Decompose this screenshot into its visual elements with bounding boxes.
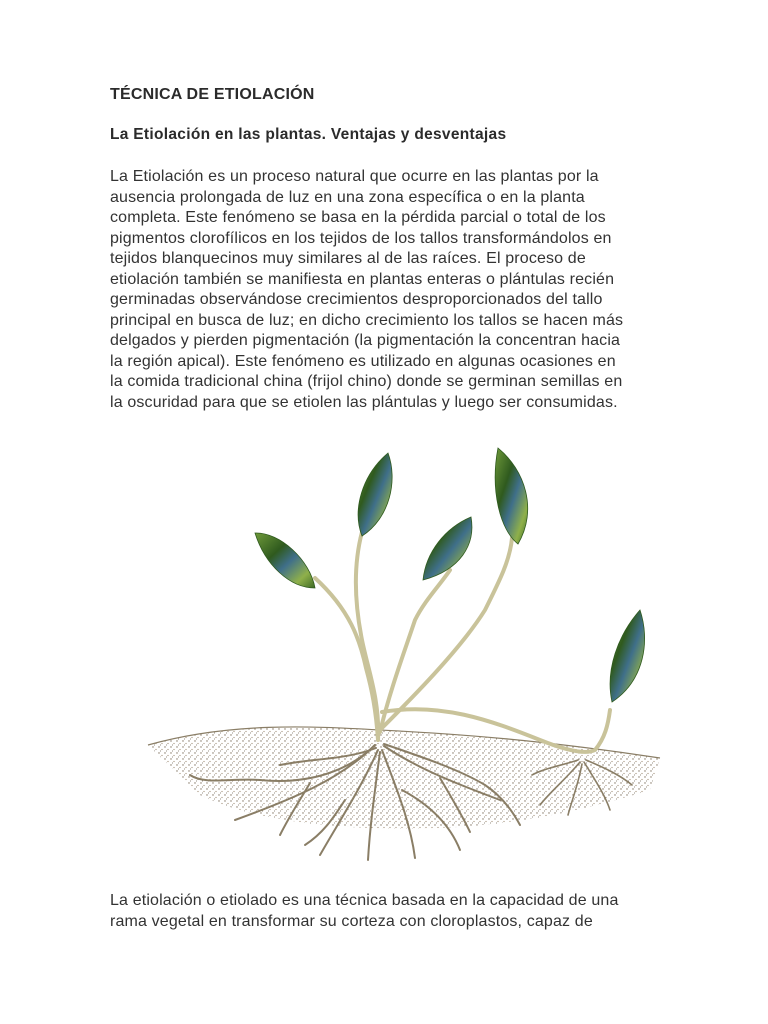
paragraph-line: completa. Este fenómeno se basa en la pérdida parcial o total de los: [110, 209, 606, 226]
leaf-top-right: [495, 448, 527, 544]
etiolated-plant-illustration: [140, 440, 670, 870]
plant-stems: [315, 532, 610, 752]
paragraph-line: ausencia prolongada de luz en una zona específica o en la planta: [110, 188, 585, 206]
document-title: TÉCNICA DE ETIOLACIÓN: [110, 86, 315, 103]
paragraph-line: pigmentos clorofílicos en los tejidos de los tallos transformándolos en: [110, 229, 612, 247]
leaf-right-small: [610, 610, 645, 702]
paragraph-line: principal en busca de luz; en dicho crecimiento los tallos se hacen más: [110, 311, 624, 329]
paragraph-line: La Etiolación es un proceso natural que ocurre en las plantas por la: [110, 168, 599, 185]
leaf-left: [255, 533, 315, 588]
paragraph-etiolation-technique: [110, 891, 670, 932]
paragraph-line: tejidos blanquecinos muy similares al de las raíces. El proceso de: [110, 250, 586, 267]
paragraph-line: la comida tradicional china (frijol chino) donde se germinan semillas en: [110, 373, 623, 390]
paragraph-line: delgados y pierden pigmentación (la pigmentación la concentran hacia: [110, 332, 621, 349]
leaves: [255, 448, 645, 702]
paragraph-line: la región apical). Este fenómeno es utilizado en algunas ocasiones en: [110, 352, 616, 370]
document-subtitle: La Etiolación en las plantas. Ventajas y desventajas: [110, 126, 507, 143]
paragraph-line: etiolación también se manifiesta en plantas enteras o plántulas recién: [110, 270, 615, 288]
paragraph-line: la oscuridad para que se etiolen las plántulas y luego ser consumidas.: [110, 393, 618, 411]
leaf-top-center: [358, 453, 392, 536]
paragraph-line: germinadas observándose crecimientos desproporcionados del tallo: [110, 291, 603, 308]
paragraph-line: La etiolación o etiolado es una técnica basada en la capacidad de una: [110, 892, 619, 909]
paragraph-etiolation-intro: [110, 167, 670, 413]
paragraph-line: rama vegetal en transformar su corteza con cloroplastos, capaz de: [110, 912, 593, 930]
